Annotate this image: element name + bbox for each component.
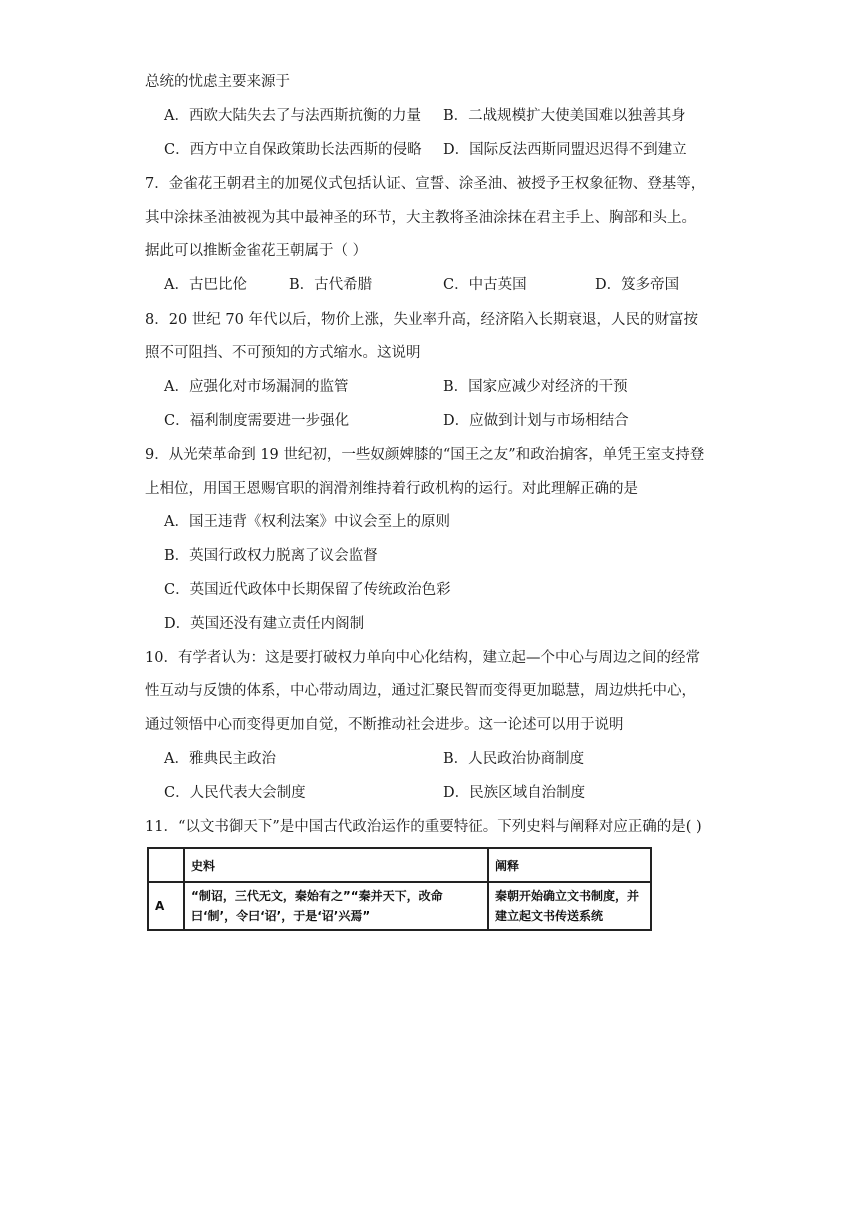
q10-option-b: B．人民政治协商制度 — [443, 751, 585, 767]
question-7-line-1: 7．金雀花王朝君主的加冕仪式包括认证、宣誓、涂圣油、被授予王权象征物、登基等， — [145, 176, 706, 192]
question-6-stem-tail: 总统的忧虑主要来源于 — [145, 74, 290, 90]
explanation-line-2: 建立起文书传送系统 — [495, 909, 604, 923]
question-10-line-3: 通过领悟中心而变得更加自觉，不断推动社会进步。这一论述可以用于说明 — [145, 717, 624, 733]
source-line-1: “制诏，三代无文，秦始有之”“秦并天下，改命 — [191, 889, 443, 903]
table-header-row — [148, 848, 651, 882]
q8-option-b: B．国家应减少对经济的干预 — [443, 379, 628, 395]
table-cell-explanation — [488, 882, 651, 930]
question-7-line-2: 其中涂抹圣油被视为其中最神圣的环节，大主教将圣油涂抹在君主手上、胸部和头上。 — [145, 210, 696, 226]
table-row-label: A — [148, 882, 184, 930]
source-line-2: 曰‘制’，令曰‘诏’，于是‘诏’兴焉” — [191, 909, 371, 923]
q6-option-c: C．西方中立自保政策助长法西斯的侵略 — [164, 142, 422, 158]
question-10-line-1: 10．有学者认为：这是要打破权力单向中心化结构，建立起—个中心与周边之间的经常 — [145, 650, 700, 666]
q7-option-a: A．古巴比伦 — [164, 277, 247, 293]
q9-option-c: C．英国近代政体中长期保留了传统政治色彩 — [164, 582, 451, 598]
table-cell-source — [184, 882, 488, 930]
q10-option-c: C．人民代表大会制度 — [164, 785, 306, 801]
q6-option-a: A．西欧大陆失去了与法西斯抗衡的力量 — [164, 108, 421, 124]
q7-option-d: D．笈多帝国 — [595, 277, 680, 293]
question-9-line-2: 上相位，用国王恩赐官职的润滑剂维持着行政机构的运行。对此理解正确的是 — [145, 481, 638, 497]
question-9-line-1: 9．从光荣革命到 19 世纪初，一些奴颜婢膝的“国王之友”和政治掮客，单凭王室支持登 — [145, 447, 705, 463]
question-11-stem: 11．“以文书御天下”是中国古代政治运作的重要特征。下列史料与阐释对应正确的是( ) — [145, 819, 702, 835]
table-header-explanation: 阐释 — [488, 848, 651, 882]
q7-option-b: B．古代希腊 — [289, 277, 373, 293]
question-7-line-3: 据此可以推断金雀花王朝属于（ ） — [145, 243, 368, 259]
q10-option-a: A．雅典民主政治 — [164, 751, 276, 767]
table-row — [148, 882, 651, 930]
question-10-line-2: 性互动与反馈的体系，中心带动周边，通过汇聚民智而变得更加聪慧，周边烘托中心， — [145, 683, 696, 699]
q9-option-a: A．国王违背《权利法案》中议会至上的原则 — [164, 514, 450, 530]
question-8-line-2: 照不可阻挡、不可预知的方式缩水。这说明 — [145, 345, 421, 361]
q11-source-table — [147, 847, 652, 931]
q8-option-d: D．应做到计划与市场相结合 — [443, 413, 629, 429]
table-header-source: 史料 — [184, 848, 488, 882]
q6-option-b: B．二战规模扩大使美国难以独善其身 — [443, 108, 686, 124]
q7-option-c: C．中古英国 — [443, 277, 527, 293]
table-header-blank — [148, 848, 184, 882]
q9-option-b: B．英国行政权力脱离了议会监督 — [164, 548, 378, 564]
q8-option-c: C．福利制度需要进一步强化 — [164, 413, 350, 429]
q6-option-d: D．国际反法西斯同盟迟迟得不到建立 — [443, 142, 687, 158]
q8-option-a: A．应强化对市场漏洞的监管 — [164, 379, 349, 395]
q9-option-d: D．英国还没有建立责任内阁制 — [164, 616, 365, 632]
question-8-line-1: 8．20 世纪 70 年代以后，物价上涨，失业率升高，经济陷入长期衰退，人民的财富按 — [145, 312, 698, 328]
explanation-line-1: 秦朝开始确立文书制度，并 — [495, 889, 640, 903]
q10-option-d: D．民族区域自治制度 — [443, 785, 586, 801]
